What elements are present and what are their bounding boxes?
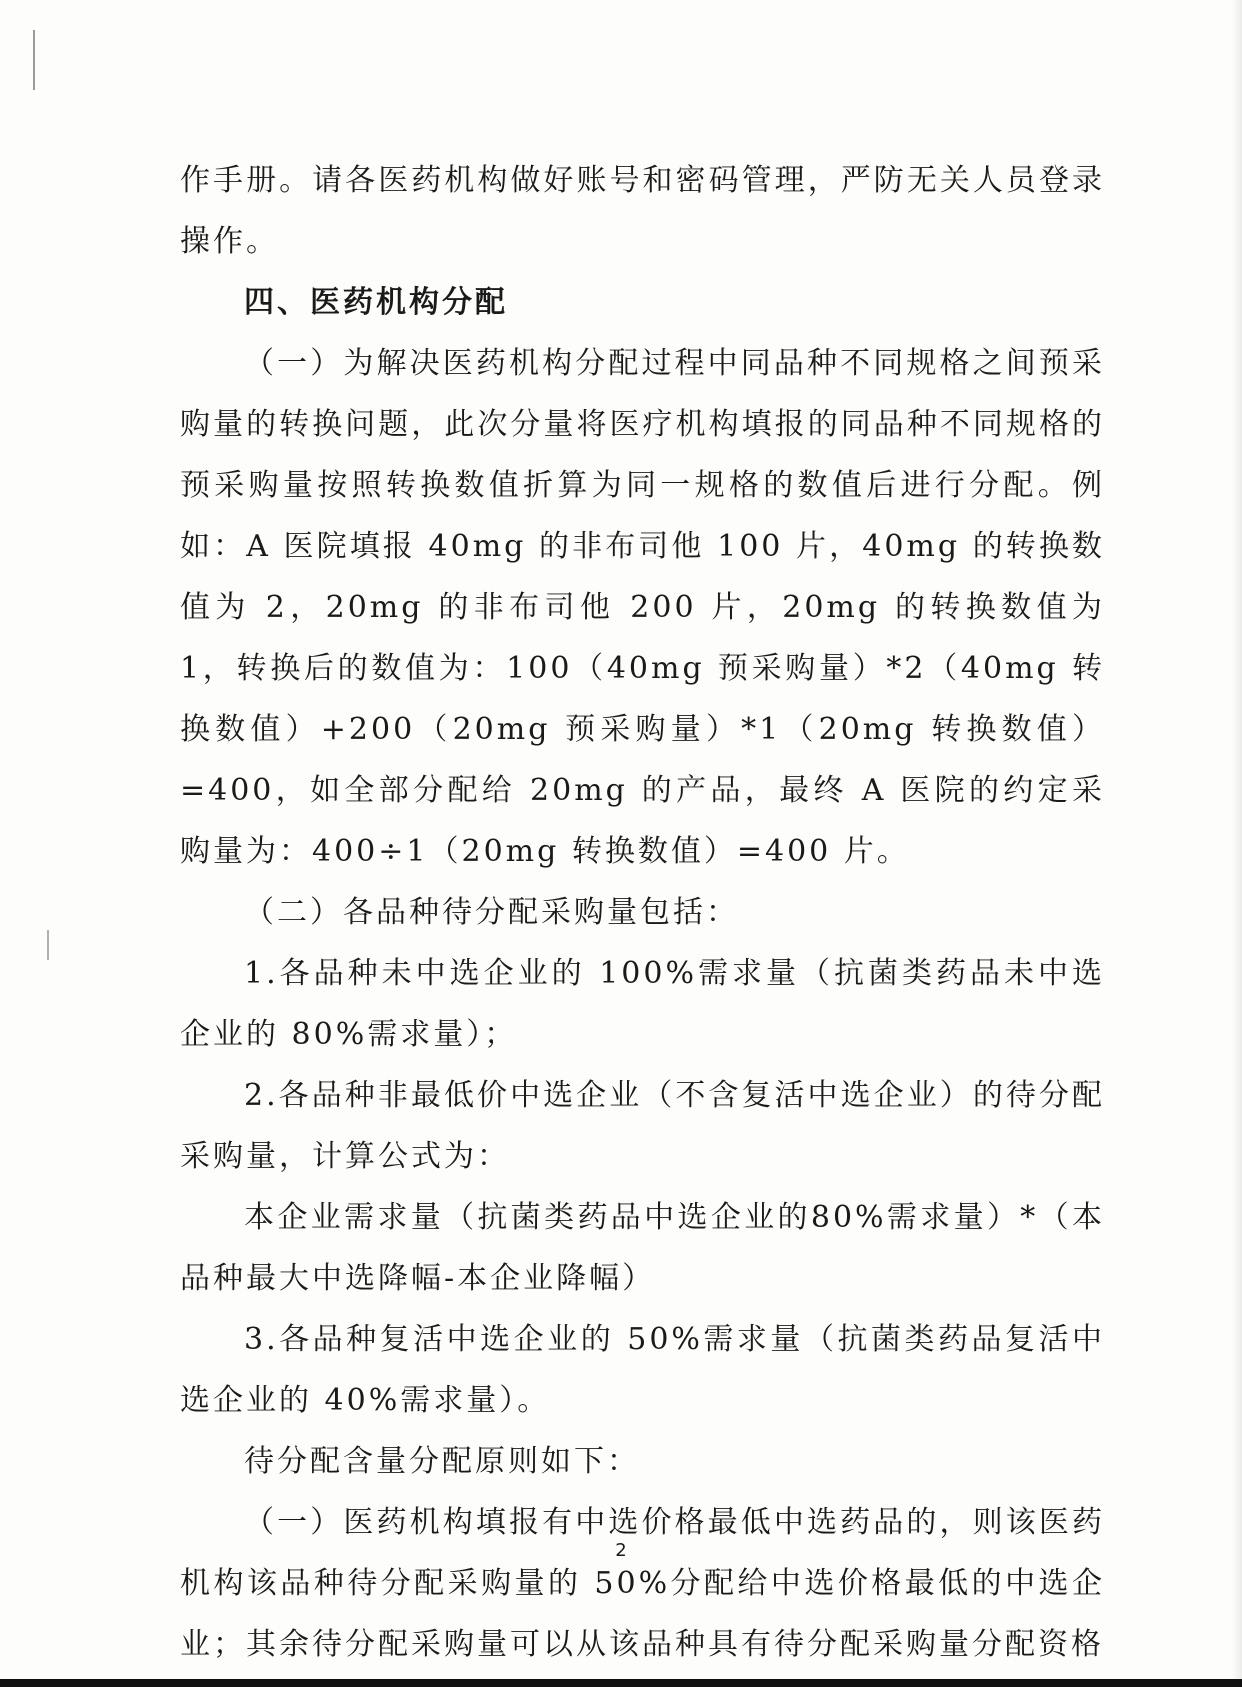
scan-artifact: [0, 1679, 1242, 1687]
formula: 本企业需求量（抗菌类药品中选企业的80%需求量）*（本品种最大中选降幅-本企业降幅）: [180, 1200, 1105, 1296]
page-number: 2: [615, 1540, 627, 1561]
section-heading: 四、医药机构分配: [244, 285, 508, 320]
scan-artifact: [33, 30, 35, 90]
document-body: [180, 150, 1105, 1675]
scan-artifact: [47, 930, 49, 960]
paragraph: （一）医药机构填报有中选价格最低中选药品的，则该医药机构该品种待分配采购量的 50%分配给中选价格最低的中选企业；其余待分配采购量可以从该品种具有待分配采购量分配资格: [180, 1505, 1105, 1662]
list-item: 3.各品种复活中选企业的 50%需求量（抗菌类药品复活中选企业的 40%需求量）。: [180, 1322, 1105, 1418]
scan-shadow: [1232, 0, 1242, 1687]
paragraph: （二）各品种待分配采购量包括：: [244, 895, 739, 930]
paragraph-continued: 作手册。请各医药机构做好账号和密码管理，严防无关人员登录操作。: [180, 163, 1105, 259]
paragraph: 待分配含量分配原则如下：: [244, 1444, 640, 1479]
list-item: 1.各品种未中选企业的 100%需求量（抗菌类药品未中选企业的 80%需求量）；: [180, 956, 1105, 1052]
list-item: 2.各品种非最低价中选企业（不含复活中选企业）的待分配采购量，计算公式为：: [180, 1078, 1105, 1174]
paragraph: （一）为解决医药机构分配过程中同品种不同规格之间预采购量的转换问题，此次分量将医疗机构填报的同品种不同规格的预采购量按照转换数值折算为同一规格的数值后进行分配。例如：A 医院填报 40mg 的非布司他 100 片，40mg 的转换数值为 2，20mg 的非布司他 200 片，20mg 的转换数值为 1，转换后的数值为：100（40mg 预采购量）*2（40mg 转换数值）+200（20mg 预采购量）*1（20mg 转换数值）=400，如全部分配给 20mg 的产品，最终 A 医院的约定采购量为：400÷1（20mg 转换数值）=400 片。: [180, 346, 1105, 869]
